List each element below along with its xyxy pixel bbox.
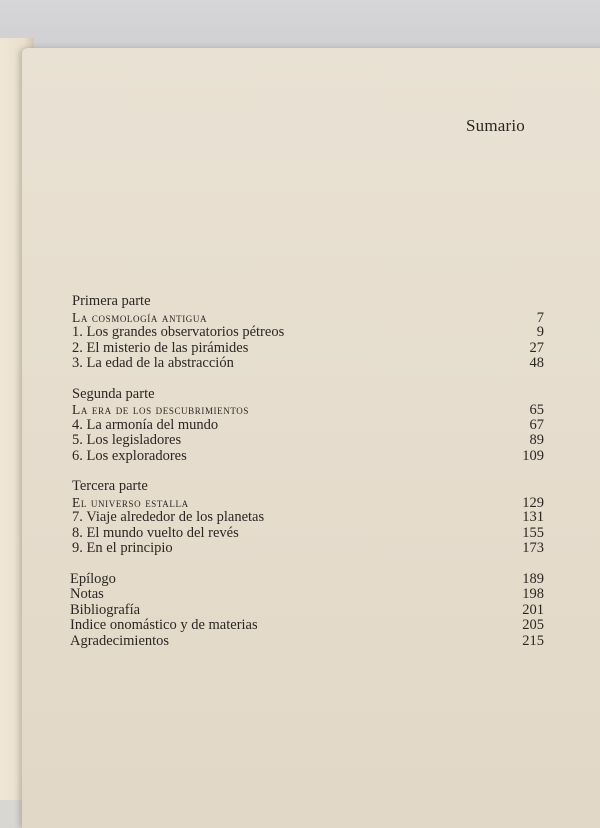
chapter-row [68,325,544,341]
end-matter-row [68,587,544,603]
chapter-title: 8. El mundo vuelto del revés [72,524,239,541]
part-title: La era de los descubrimientos [72,402,249,417]
page-number: 9 [536,324,544,340]
page-number: 48 [529,355,544,371]
page-number: 189 [522,570,544,587]
chapter-title: 4. La armonía del mundo [72,416,219,433]
page-number: 89 [529,432,544,448]
end-matter-row [68,603,544,619]
part-title-row [68,495,544,511]
page-number: 205 [522,617,544,633]
end-matter-row [68,618,544,634]
part-title: El universo estalla [72,494,189,510]
part-label: Primera parte [72,293,151,309]
page-number: 215 [522,632,544,649]
part-label: Tercera parte [72,478,148,494]
end-matter-row [68,634,544,650]
page-number: 173 [522,540,544,556]
table-of-contents [68,294,544,664]
chapter-title: 6. Los exploradores [72,447,187,464]
part-label: Segunda parte [72,385,155,402]
chapter-title: 5. Los legisladores [72,432,182,448]
chapter-row [68,341,544,357]
chapter-title: 1. Los grandes observatorios pétreos [72,324,285,340]
part-title-row [68,310,544,326]
part-title-row [68,402,544,418]
chapter-row [68,356,544,372]
page-number: 109 [522,447,544,464]
end-matter-row [68,572,544,588]
page-title: Sumario [466,116,526,135]
chapter-title: 3. La edad de la abstracción [72,355,234,371]
end-matter-section [68,572,544,650]
chapter-row [68,449,544,465]
part-title: La cosmología antigua [72,309,208,325]
chapter-row [68,510,544,526]
part-section-3 [68,479,544,557]
part-section-1 [68,294,544,372]
page-number: 131 [522,509,544,525]
end-matter-title: Bibliografía [70,601,141,618]
page-number: 27 [529,339,544,356]
end-matter-title: Agradecimientos [70,632,170,649]
chapter-row [68,541,544,557]
end-matter-title: Epílogo [70,570,116,587]
chapter-row [68,418,544,434]
page-number: 7 [536,309,544,326]
chapter-row [68,526,544,542]
chapter-row [68,433,544,449]
page-number: 201 [522,601,544,618]
page-number: 65 [529,402,544,418]
part-section-2 [68,387,544,465]
end-matter-title: Indice onomástico y de materias [70,617,258,633]
chapter-title: 2. El misterio de las pirámides [72,339,249,356]
page-number: 198 [522,586,544,602]
chapter-title: 7. Viaje alrededor de los planetas [72,509,265,525]
page-number: 129 [522,494,544,511]
end-matter-title: Notas [70,586,104,602]
page-number: 67 [529,416,544,433]
chapter-title: 9. En el principio [72,540,173,556]
page-number: 155 [522,524,544,541]
